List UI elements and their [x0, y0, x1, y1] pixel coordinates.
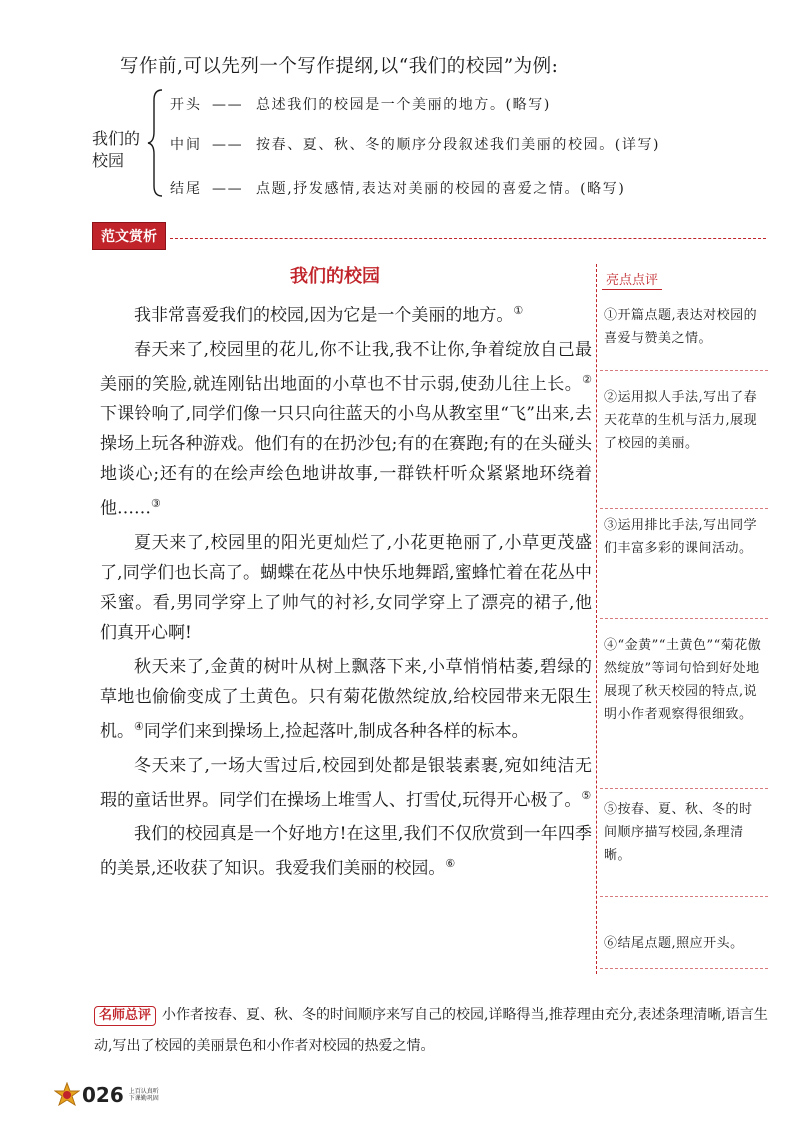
sidebar-note-6: ⑥结尾点题,照应开头。: [604, 936, 744, 951]
sidebar-separator: [600, 788, 768, 789]
teacher-review: [94, 1000, 774, 1062]
sidebar-note-2: ②运用拟人手法,写出了春天花草的生机与活力,展现了校园的美丽。: [604, 390, 758, 451]
review-tag: 名师总评: [94, 1006, 156, 1026]
outline-topic: 我们的校园: [92, 129, 141, 170]
essay-title: 我们的校园: [290, 266, 380, 287]
essay-paragraph: 秋天来了,金黄的树叶从树上飘落下来,小草悄悄枯萎,碧绿的草地也偷偷变成了土黄色。只有菊花傲然绽放,给校园带来无限生机。④同学们来到操场上,捡起落叶,制成各种各样的标本。: [100, 656, 592, 742]
sidebar-separator: [600, 896, 768, 897]
sidebar-divider: [596, 264, 597, 974]
essay-paragraph: 夏天来了,校园里的阳光更灿烂了,小花更艳丽了,小草更茂盛了,同学们也长高了。蝴蝶在花丛中快乐地舞蹈,蜜蜂忙着在花丛中采蜜。看,男同学穿上了帅气的衬衫,女同学穿上了漂亮的裙子,他们真开心啊!: [100, 532, 592, 643]
sidebar-note-5: ⑤按春、夏、秋、冬的时间顺序描写校园,条理清晰。: [604, 802, 753, 863]
sidebar-note-1: ①开篇点题,表达对校园的喜爱与赞美之情。: [604, 308, 758, 346]
page-tagline: 上百认真听 下课勤巩固: [128, 1088, 159, 1102]
outline-row-opening: 开头 —— 总述我们的校园是一个美丽的地方。(略写): [170, 97, 551, 113]
sidebar-note-4: ④“金黄”“土黄色”“菊花傲然绽放”等词句恰到好处地展现了秋天校园的特点,说明小作者观察得很细致。: [604, 638, 762, 722]
section-divider: [170, 238, 766, 239]
essay-paragraph: 春天来了,校园里的花儿,你不让我,我不让你,争着绽放自己最美丽的笑脸,就连刚钻出地面的小草也不甘示弱,使劲儿往上长。②下课铃响了,同学们像一只只向往蓝天的小鸟从教室里“飞”出来,去操场上玩各种游戏。他们有的在扔沙包;有的在赛跑;有的在头碰头地谈心;还有的在绘声绘色地讲故事,一群铁杆听众紧紧地环绕着他……③: [100, 339, 592, 519]
intro-text: 写作前,可以先列一个写作提纲,以“我们的校园”为例:: [120, 56, 559, 77]
essay-paragraph: 我非常喜爱我们的校园,因为它是一个美丽的地方。①: [134, 304, 524, 326]
essay-paragraph: 冬天来了,一场大雪过后,校园到处都是银装素裹,宛如纯洁无瑕的童话世界。同学们在操场上堆雪人、打雪仗,玩得开心极了。⑤: [100, 755, 592, 811]
outline-row-ending: 结尾 —— 点题,抒发感情,表达对美丽的校园的喜爱之情。(略写): [170, 181, 626, 197]
essay-body: [100, 296, 592, 888]
sidebar-note-3: ③运用排比手法,写出同学们丰富多彩的课间活动。: [604, 518, 758, 556]
badge-icon: [54, 1082, 80, 1108]
page-number: 026: [82, 1083, 124, 1107]
sidebar-separator: [600, 508, 768, 509]
review-text: 小作者按春、夏、秋、冬的时间顺序来写自己的校园,详略得当,推荐理由充分,表述条理清晰,语言生动,写出了校园的美丽景色和小作者对校园的热爱之情。: [94, 1007, 768, 1054]
sidebar-separator: [600, 968, 768, 969]
essay-paragraph: 我们的校园真是一个好地方!在这里,我们不仅欣赏到一年四季的美景,还收获了知识。我爱我们美丽的校园。⑥: [100, 824, 592, 879]
outline-row-middle: 中间 —— 按春、夏、秋、冬的顺序分段叙述我们美丽的校园。(详写): [170, 137, 661, 153]
page-footer: [54, 1082, 159, 1108]
sidebar-header: 亮点点评: [602, 268, 662, 290]
section-tag: 范文赏析: [92, 222, 166, 250]
brace-icon: [146, 88, 166, 198]
sidebar-separator: [600, 370, 768, 371]
sidebar-separator: [600, 618, 768, 619]
